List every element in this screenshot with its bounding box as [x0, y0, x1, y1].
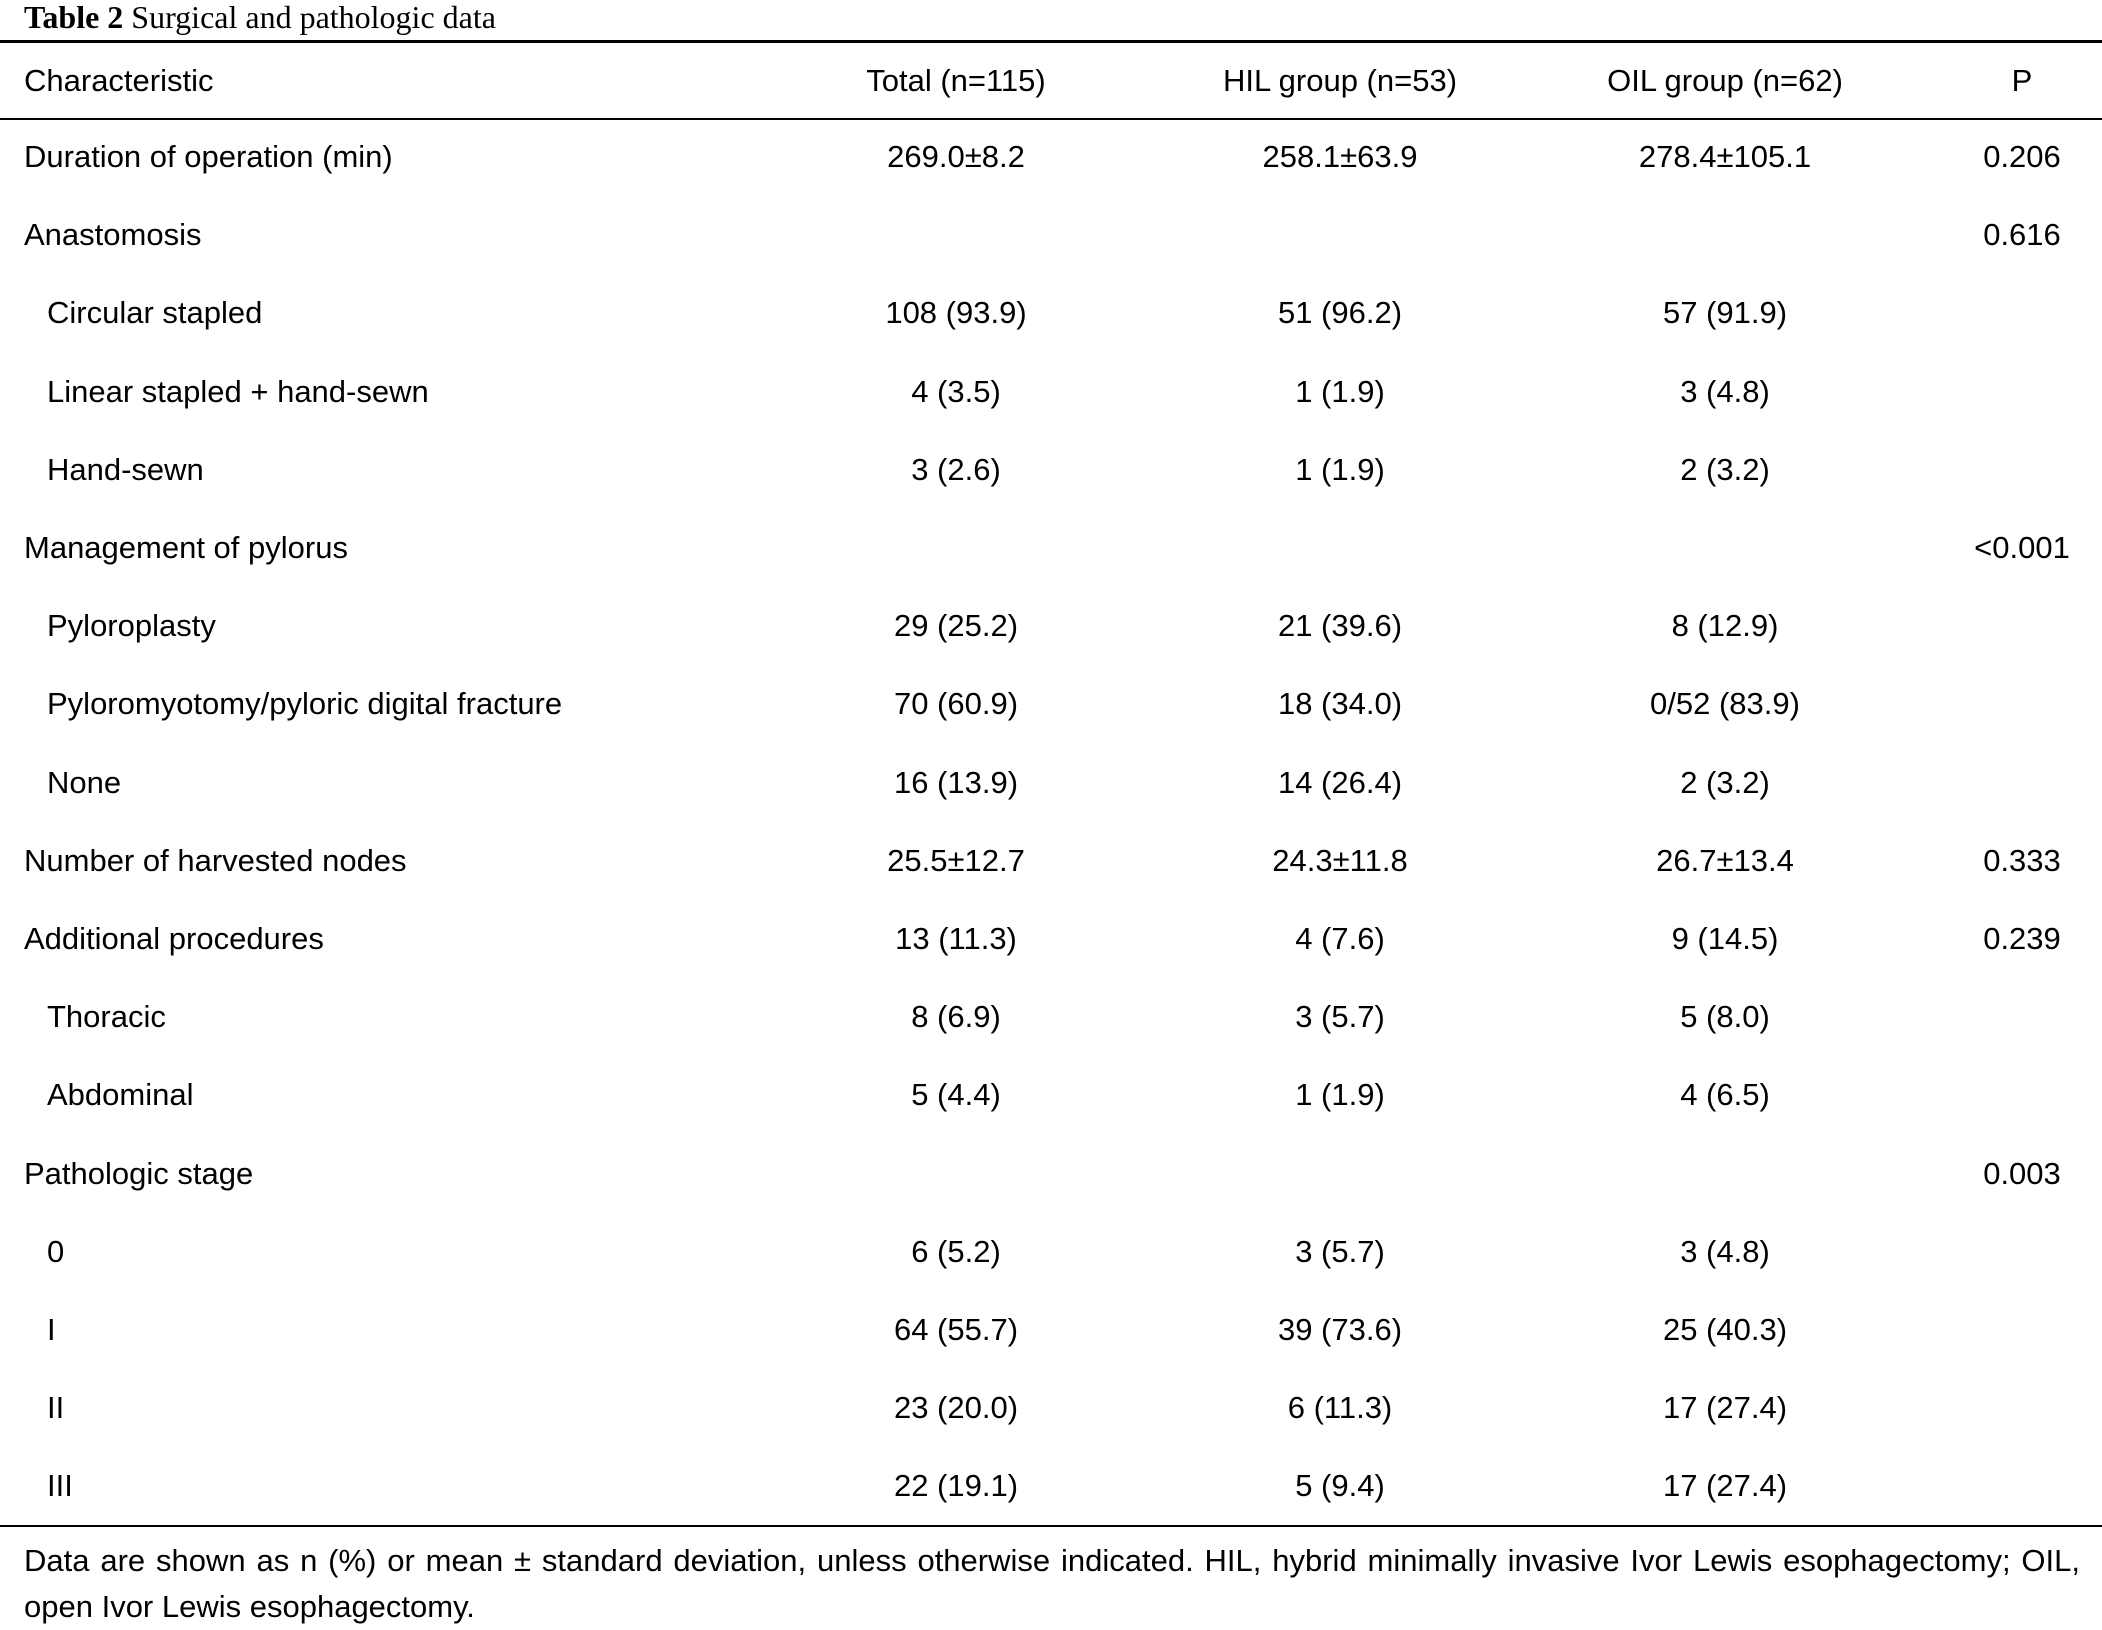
table-row	[0, 1369, 2102, 1447]
total-cell: 23 (20.0)	[893, 1390, 1019, 1426]
total-cell: 269.0±8.2	[887, 139, 1025, 175]
p-value-cell	[1918, 665, 2102, 743]
hil-group-cell: 1 (1.9)	[1295, 451, 1385, 487]
p-value-cell	[1918, 587, 2102, 665]
characteristic-cell: Management of pylorus	[24, 530, 348, 566]
oil-group-cell: 8 (12.9)	[1671, 608, 1779, 644]
oil-group-cell: 4 (6.5)	[1680, 1077, 1770, 1113]
oil-group-cell: 278.4±105.1	[1638, 139, 1812, 175]
column-header-oil-group: OIL group (n=62)	[1607, 62, 1843, 98]
characteristic-cell: Hand-sewn	[47, 451, 204, 487]
characteristic-cell: Anastomosis	[24, 217, 202, 253]
p-value-cell	[1918, 1213, 2102, 1291]
table-caption	[24, 0, 496, 38]
characteristic-cell: None	[47, 764, 122, 800]
total-cell: 22 (19.1)	[893, 1468, 1019, 1504]
total-cell: 5 (4.4)	[911, 1077, 1001, 1113]
column-header-total: Total (n=115)	[866, 62, 1046, 98]
oil-group-cell: 0/52 (83.9)	[1650, 686, 1800, 722]
hil-group-cell: 258.1±63.9	[1262, 139, 1418, 175]
hil-group-cell: 51 (96.2)	[1277, 295, 1403, 331]
table-row	[0, 353, 2102, 431]
hil-group-cell: 18 (34.0)	[1277, 686, 1403, 722]
table-row	[0, 1447, 2102, 1525]
hil-group-cell: 3 (5.7)	[1295, 1233, 1385, 1269]
p-value-cell	[1918, 744, 2102, 822]
oil-group-cell: 3 (4.8)	[1680, 1233, 1770, 1269]
table-row	[0, 587, 2102, 665]
table-label: Table 2	[24, 0, 124, 35]
p-value-cell: 0.616	[1983, 217, 2061, 253]
table-row	[0, 1134, 2102, 1212]
characteristic-cell: Duration of operation (min)	[24, 139, 393, 175]
table-footnote: Data are shown as n (%) or mean ± standard deviation, unless otherwise indicated. HIL, hybrid minimally invasive Ivor Lewis esophagectomy; OIL, open Ivor Lewis esophagectomy.	[24, 1543, 2080, 1624]
total-cell: 25.5±12.7	[887, 842, 1025, 878]
characteristic-cell: III	[47, 1468, 73, 1504]
table-title: Surgical and pathologic data	[131, 0, 496, 35]
oil-group-cell: 2 (3.2)	[1680, 764, 1770, 800]
hil-group-cell: 21 (39.6)	[1277, 608, 1403, 644]
table-row	[0, 665, 2102, 743]
characteristic-cell: Linear stapled + hand-sewn	[47, 373, 429, 409]
total-cell	[764, 196, 1148, 274]
hil-group-cell: 14 (26.4)	[1277, 764, 1403, 800]
oil-group-cell: 5 (8.0)	[1680, 999, 1770, 1035]
table-row	[0, 274, 2102, 352]
oil-group-cell	[1532, 196, 1918, 274]
total-cell	[764, 1134, 1148, 1212]
hil-group-cell: 6 (11.3)	[1287, 1390, 1393, 1426]
column-header-hil-group: HIL group (n=53)	[1222, 62, 1458, 98]
characteristic-cell: Thoracic	[47, 999, 166, 1035]
hil-group-cell: 5 (9.4)	[1295, 1468, 1385, 1504]
total-cell: 4 (3.5)	[911, 373, 1001, 409]
table-row	[0, 1056, 2102, 1134]
total-cell: 70 (60.9)	[893, 686, 1019, 722]
p-value-cell: 0.239	[1983, 920, 2061, 956]
total-cell: 29 (25.2)	[893, 608, 1019, 644]
hil-group-cell: 3 (5.7)	[1295, 999, 1385, 1035]
characteristic-cell: II	[47, 1390, 65, 1426]
table-row	[0, 118, 2102, 196]
characteristic-cell: Pyloroplasty	[47, 608, 216, 644]
table-row	[0, 1291, 2102, 1369]
hil-group-cell	[1148, 1134, 1532, 1212]
total-cell: 3 (2.6)	[911, 451, 1001, 487]
p-value-cell	[1918, 431, 2102, 509]
p-value-cell	[1918, 1369, 2102, 1447]
hil-group-cell: 39 (73.6)	[1277, 1311, 1403, 1347]
table-row	[0, 822, 2102, 900]
data-table	[0, 43, 2102, 1525]
hil-group-cell	[1148, 509, 1532, 587]
column-header-characteristic: Characteristic	[24, 62, 214, 98]
total-cell	[764, 509, 1148, 587]
table-body	[0, 118, 2102, 1525]
total-cell: 8 (6.9)	[911, 999, 1001, 1035]
p-value-cell	[1918, 353, 2102, 431]
hil-group-cell: 4 (7.6)	[1295, 920, 1385, 956]
header-row	[0, 43, 2102, 118]
characteristic-cell: Circular stapled	[47, 295, 263, 331]
hil-group-cell: 1 (1.9)	[1295, 373, 1385, 409]
hil-group-cell: 24.3±11.8	[1272, 842, 1408, 878]
characteristic-cell: 0	[47, 1233, 65, 1269]
total-cell: 16 (13.9)	[893, 764, 1019, 800]
oil-group-cell: 26.7±13.4	[1656, 842, 1794, 878]
oil-group-cell: 17 (27.4)	[1662, 1468, 1788, 1504]
p-value-cell	[1918, 1056, 2102, 1134]
oil-group-cell: 17 (27.4)	[1662, 1390, 1788, 1426]
table-row	[0, 1213, 2102, 1291]
p-value-cell: <0.001	[1974, 530, 2070, 566]
total-cell: 13 (11.3)	[895, 920, 1017, 956]
oil-group-cell: 57 (91.9)	[1662, 295, 1788, 331]
p-value-cell	[1918, 274, 2102, 352]
p-value-cell	[1918, 1447, 2102, 1525]
characteristic-cell: Abdominal	[47, 1077, 194, 1113]
oil-group-cell	[1532, 1134, 1918, 1212]
table-row	[0, 978, 2102, 1056]
p-value-cell: 0.003	[1983, 1155, 2061, 1191]
characteristic-cell: Pathologic stage	[24, 1155, 254, 1191]
characteristic-cell: Additional procedures	[24, 920, 324, 956]
p-value-cell: 0.333	[1983, 842, 2061, 878]
p-value-cell	[1918, 978, 2102, 1056]
total-cell: 64 (55.7)	[893, 1311, 1019, 1347]
oil-group-cell: 9 (14.5)	[1671, 920, 1779, 956]
characteristic-cell: I	[47, 1311, 56, 1347]
characteristic-cell: Pyloromyotomy/pyloric digital fracture	[47, 686, 563, 722]
table-row	[0, 196, 2102, 274]
total-cell: 6 (5.2)	[911, 1233, 1001, 1269]
total-cell: 108 (93.9)	[885, 295, 1027, 331]
table-row	[0, 431, 2102, 509]
table-row	[0, 744, 2102, 822]
hil-group-cell	[1148, 196, 1532, 274]
table-row	[0, 509, 2102, 587]
p-value-cell	[1918, 1291, 2102, 1369]
hil-group-cell: 1 (1.9)	[1295, 1077, 1385, 1113]
oil-group-cell: 25 (40.3)	[1662, 1311, 1788, 1347]
p-value-cell: 0.206	[1983, 139, 2061, 175]
oil-group-cell: 3 (4.8)	[1680, 373, 1770, 409]
column-header-p: P	[2011, 62, 2033, 98]
characteristic-cell: Number of harvested nodes	[24, 842, 407, 878]
table-row	[0, 900, 2102, 978]
oil-group-cell	[1532, 509, 1918, 587]
oil-group-cell: 2 (3.2)	[1680, 451, 1770, 487]
